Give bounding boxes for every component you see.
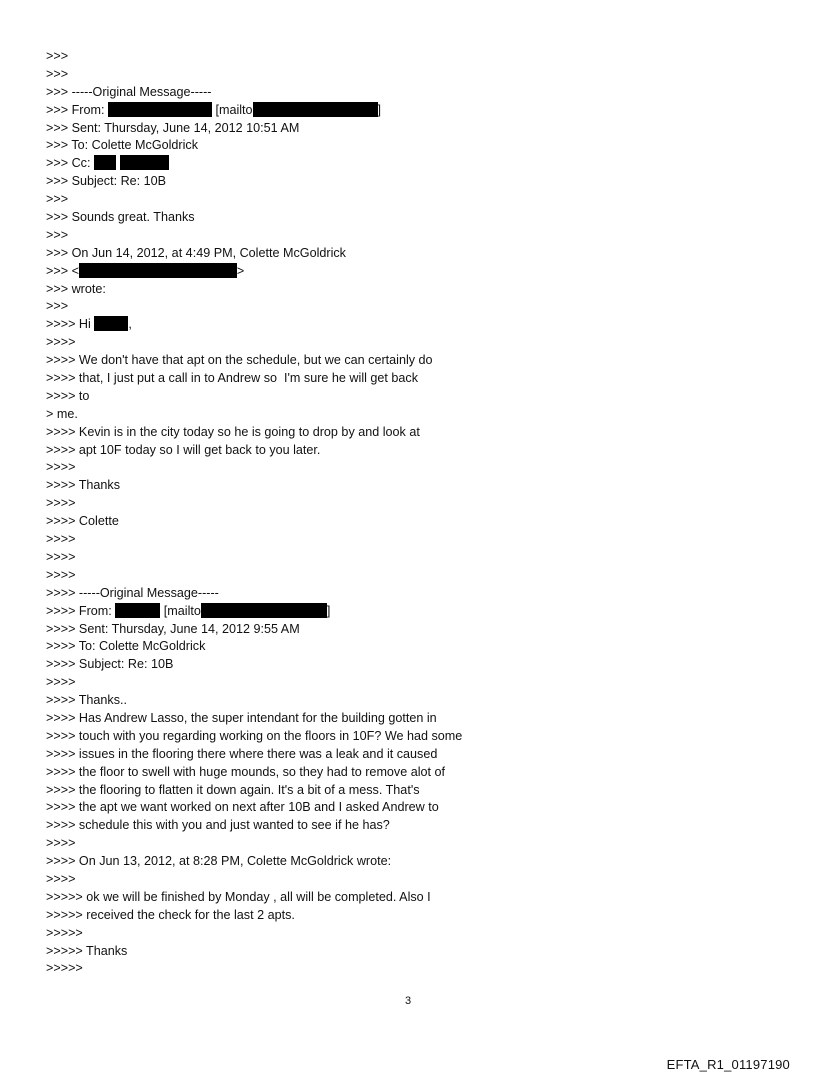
quote-line: >>>> — [46, 532, 76, 547]
body-line: >>>> the apt we want worked on next after 10B and I asked Andrew to — [46, 800, 439, 815]
quote-line: >>>>> — [46, 961, 83, 976]
body-line: >>>> Kevin is in the city today so he is going to drop by and look at — [46, 424, 420, 439]
mailto-label: [mailto — [160, 603, 201, 618]
body-line: >>>> apt 10F today so I will get back to you later. — [46, 442, 321, 457]
body-line: >>>>> Thanks — [46, 943, 128, 958]
redaction-box — [108, 102, 212, 117]
quote-line: >>> — [46, 66, 69, 81]
mailto-close: ] — [377, 102, 382, 117]
body-line: >>>>> ok we will be finished by Monday , all will be completed. Also I — [46, 889, 431, 904]
from-label: >>> From: — [46, 102, 108, 117]
from-line — [46, 603, 746, 621]
body-line: >>>> Thanks — [46, 478, 120, 493]
redaction-box — [120, 155, 169, 170]
greeting-comma: , — [128, 317, 132, 332]
from-line — [46, 102, 746, 120]
quote-line: >>>> — [46, 871, 76, 886]
mailto-label: [mailto — [211, 102, 253, 117]
page-number: 3 — [404, 995, 412, 1007]
quote-line: >>> — [46, 299, 69, 314]
greeting-line — [46, 316, 746, 334]
body-line: >>>> touch with you regarding working on the floors in 10F? We had some — [46, 728, 463, 743]
quote-line: >>> — [46, 227, 69, 242]
reply-header-wrote-line: >>> wrote: — [46, 281, 106, 296]
mailto-close: ] — [326, 603, 331, 618]
original-message-header: >>>> -----Original Message----- — [46, 585, 219, 600]
body-line: >>> Sounds great. Thanks — [46, 210, 195, 225]
cc-label: >>> Cc: — [46, 156, 94, 171]
body-line: >>>> the flooring to flatten it down again. It's a bit of a mess. That's — [46, 782, 420, 797]
body-line: >>>> the floor to swell with huge mounds, so they had to remove alot of — [46, 764, 446, 779]
body-line: >>>> issues in the flooring there where there was a leak and it caused — [46, 746, 438, 761]
quote-line: >>>> — [46, 567, 76, 582]
quote-line: >>>> — [46, 675, 76, 690]
quote-line: >>>> — [46, 836, 76, 851]
redaction-box — [253, 102, 378, 117]
from-label: >>>> From: — [46, 603, 116, 618]
quote-line: >>>> — [46, 335, 76, 350]
original-message-header: >>> -----Original Message----- — [46, 84, 212, 99]
reply-header-line: >>>> On Jun 13, 2012, at 8:28 PM, Colette McGoldrick wrote: — [46, 854, 392, 869]
quote-line: >>>>> — [46, 925, 83, 940]
signature-line: >>>> Colette — [46, 514, 119, 529]
quote-line: >>>> — [46, 496, 76, 511]
sent-line: >>>> Sent: Thursday, June 14, 2012 9:55 AM — [46, 621, 300, 636]
reply-header-email-line — [46, 263, 746, 281]
quote-line: >>> — [46, 49, 69, 63]
email-open-bracket: >>> < — [46, 263, 79, 278]
quote-line: >>>> — [46, 549, 76, 564]
quote-line: >>>> — [46, 460, 76, 475]
body-line: >>>> to — [46, 388, 90, 403]
reply-header-line: >>> On Jun 14, 2012, at 4:49 PM, Colette McGoldrick — [46, 245, 346, 260]
email-body — [46, 48, 746, 978]
body-line: >>>> Has Andrew Lasso, the super intendant for the building gotten in — [46, 710, 437, 725]
to-line: >>>> To: Colette McGoldrick — [46, 639, 206, 654]
greeting-text: >>>> Hi — [46, 317, 95, 332]
sent-line: >>> Sent: Thursday, June 14, 2012 10:51 AM — [46, 120, 300, 135]
body-line: >>>> We don't have that apt on the schedule, but we can certainly do — [46, 353, 433, 368]
body-line: > me. — [46, 406, 78, 421]
subject-line: >>>> Subject: Re: 10B — [46, 657, 174, 672]
subject-line: >>> Subject: Re: 10B — [46, 174, 167, 189]
to-line: >>> To: Colette McGoldrick — [46, 138, 199, 153]
body-line: >>>> schedule this with you and just wanted to see if he has? — [46, 818, 390, 833]
redaction-box — [201, 603, 327, 618]
body-line: >>>>> received the check for the last 2 apts. — [46, 907, 295, 922]
redaction-box — [115, 603, 160, 618]
redaction-box — [94, 316, 128, 331]
body-line: >>>> Thanks.. — [46, 693, 127, 708]
redaction-box — [94, 155, 116, 170]
quote-line: >>> — [46, 192, 69, 207]
bates-number: EFTA_R1_01197190 — [666, 1057, 790, 1072]
email-close-bracket: > — [236, 263, 245, 278]
cc-line — [46, 155, 746, 173]
body-line: >>>> that, I just put a call in to Andrew so I'm sure he will get back — [46, 371, 419, 386]
redaction-box — [79, 263, 237, 278]
